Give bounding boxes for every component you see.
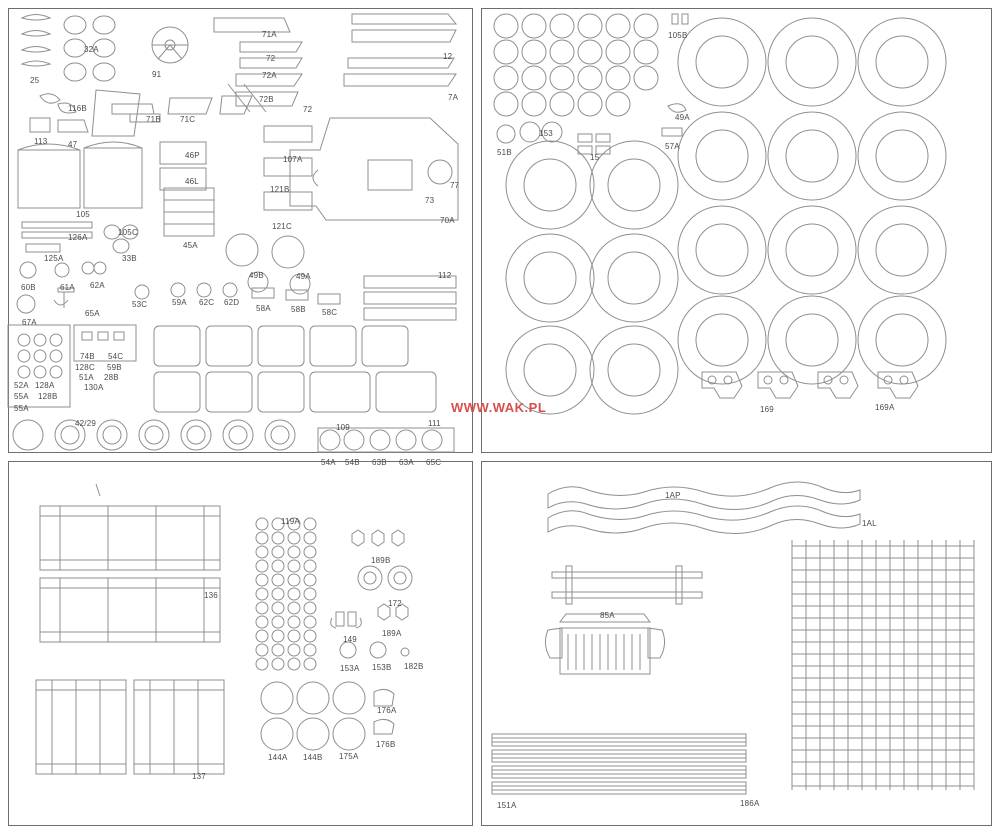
part-label: 55A [14, 404, 29, 413]
part-label: 61A [60, 283, 75, 292]
part-label: 119A [281, 517, 300, 526]
part-label: 58A [256, 304, 271, 313]
part-label: 71C [180, 115, 196, 124]
part-label: 70A [440, 216, 455, 225]
part-label: 46P [185, 151, 200, 160]
part-label: 149 [343, 635, 357, 644]
part-label: 47 [68, 140, 78, 149]
part-label: 91 [152, 70, 162, 79]
part-label: 7A [448, 93, 459, 102]
part-label: 128C [75, 363, 95, 372]
part-label: 153B [372, 663, 392, 672]
part-label: 107A [283, 155, 303, 164]
part-label: 128B [38, 392, 58, 401]
part-label: 62A [90, 281, 105, 290]
part-label: 57A [665, 142, 680, 151]
part-label: 51A [79, 373, 94, 382]
part-label: 151A [497, 801, 517, 810]
part-label: 54A [321, 458, 336, 467]
part-label: 189A [382, 629, 402, 638]
part-label: 105C [118, 228, 138, 237]
part-label: 51B [497, 148, 512, 157]
part-label: 59B [107, 363, 122, 372]
part-label: 72A [262, 71, 277, 80]
part-label: 137 [192, 772, 206, 781]
part-label: 105 [76, 210, 90, 219]
part-label: 176B [376, 740, 396, 749]
part-label: 58B [291, 305, 306, 314]
part-label: 109 [336, 423, 350, 432]
part-label: 25 [30, 76, 40, 85]
part-label: 85A [600, 611, 615, 620]
part-label: 169 [760, 405, 774, 414]
part-label: 113 [34, 137, 48, 146]
part-label: 130A [84, 383, 104, 392]
part-label: 121C [272, 222, 292, 231]
part-label: 1AL [862, 519, 877, 528]
part-label: 153 [539, 129, 553, 138]
part-label: 46L [185, 177, 199, 186]
part-label: 53C [132, 300, 148, 309]
part-label: 49A [675, 113, 690, 122]
part-label: 175A [339, 752, 359, 761]
part-label: 112 [438, 271, 452, 280]
part-label: 186A [740, 799, 760, 808]
part-label: 49B [249, 271, 264, 280]
part-label: 28B [104, 373, 119, 382]
part-label: 72B [259, 95, 274, 104]
part-label: 45A [183, 241, 198, 250]
part-label: 153A [340, 664, 360, 673]
part-label: 42/29 [75, 419, 97, 428]
part-label: 72 [303, 105, 313, 114]
part-label: 62D [224, 298, 240, 307]
part-label: 74B [80, 352, 95, 361]
part-label: 32A [84, 45, 99, 54]
part-label: 33B [122, 254, 137, 263]
part-label: 54B [345, 458, 360, 467]
part-label: 65A [85, 309, 100, 318]
part-label: 136 [204, 591, 218, 600]
watermark: WWW.WAK.PL [451, 400, 547, 415]
part-label: 52A [14, 381, 29, 390]
part-label: 128A [35, 381, 55, 390]
part-label: 63B [372, 458, 387, 467]
part-label: 65C [426, 458, 442, 467]
part-label: 58C [322, 308, 338, 317]
part-label: 67A [22, 318, 37, 327]
part-label: 63A [399, 458, 414, 467]
part-label: 121B [270, 185, 290, 194]
part-label: 72 [266, 54, 276, 63]
part-label: 12 [443, 52, 453, 61]
part-label: 182B [404, 662, 424, 671]
part-label: 54C [108, 352, 124, 361]
part-label: 111 [428, 419, 441, 428]
part-label: 71A [262, 30, 277, 39]
part-label: 49A [296, 272, 311, 281]
part-label: 172 [388, 599, 402, 608]
part-label: 59A [172, 298, 187, 307]
part-label: 62C [199, 298, 215, 307]
part-label: 15 [590, 153, 600, 162]
part-label: 144B [303, 753, 323, 762]
part-label: 176A [377, 706, 397, 715]
part-label: 126A [68, 233, 88, 242]
part-label: 60B [21, 283, 36, 292]
part-label: 105B [668, 31, 688, 40]
part-label: 71B [146, 115, 161, 124]
part-label: 55A [14, 392, 29, 401]
part-label: 144A [268, 753, 288, 762]
part-label: 169A [875, 403, 895, 412]
part-label: 125A [44, 254, 64, 263]
part-label: 189B [371, 556, 391, 565]
part-label: 1AP [665, 491, 681, 500]
part-label: 77 [450, 181, 460, 190]
part-label: 116B [68, 104, 87, 113]
part-label: 73 [425, 196, 435, 205]
